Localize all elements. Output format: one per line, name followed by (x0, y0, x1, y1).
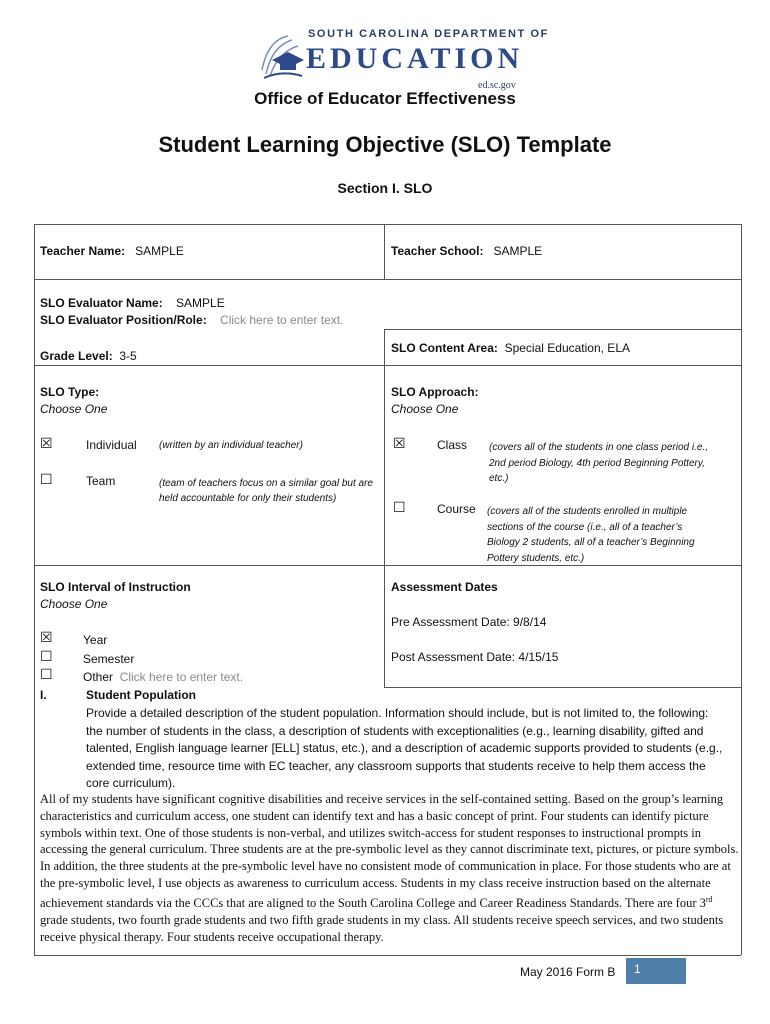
logo-url-text: ed.sc.gov (478, 80, 516, 91)
footer-form-text: May 2016 Form B (520, 965, 616, 979)
evaluator-name-label: SLO Evaluator Name: (40, 296, 163, 310)
post-assessment-date[interactable]: Post Assessment Date: 4/15/15 (391, 650, 559, 664)
evaluator-role-input[interactable]: Click here to enter text. (220, 313, 344, 327)
population-response[interactable] (40, 791, 742, 945)
course-checkbox[interactable]: ☐ (393, 500, 406, 516)
other-checkbox[interactable]: ☐ (40, 667, 53, 683)
semester-checkbox[interactable]: ☐ (40, 649, 53, 665)
other-label: Other (83, 670, 114, 684)
grade-level-label: Grade Level: (40, 349, 113, 363)
year-checkbox[interactable]: ☒ (40, 630, 53, 646)
team-checkbox[interactable]: ☐ (40, 472, 53, 488)
grade-level-value[interactable]: 3-5 (119, 349, 137, 363)
teacher-school-value[interactable]: SAMPLE (493, 244, 543, 258)
population-numeral: I. (40, 688, 47, 702)
teacher-name-field (40, 244, 184, 258)
slo-type-label: SLO Type: (40, 385, 100, 399)
other-input[interactable]: Click here to enter text. (119, 670, 244, 684)
page-title: Student Learning Objective (SLO) Template (158, 132, 612, 157)
team-note: (team of teachers focus on a similar goal but are held accountable for only their students) (159, 478, 373, 504)
teacher-school-label: Teacher School: (391, 244, 484, 258)
population-response-part1: All of my students have significant cognitive disabilities and receive services in the self-contained setting. Based on the group’s learning characteristics and curriculum access, one student can identify text and has a basic concept of print. Four students can identify picture symbols within text. One of those students is non-verbal, and utilizes switch-access for student responses to instructional prompts in accessing the general curriculum. Three students are at the pre-symbolic level as they cannot discriminate text, pictures, or picture symbols. In addition, the three students at the pre-symbolic level have no consistent mode of communication in place. For those students who are at the pre-symbolic level, I use objects as awareness to curriculum access. Students in my class receive instruction based on the alternate achievement standards via the CCCs that are aligned to the South Carolina College and Career Readiness Standards. There are four 3 (40, 792, 739, 910)
slo-approach-label: SLO Approach: (391, 385, 479, 399)
individual-checkbox[interactable]: ☒ (40, 436, 53, 452)
content-area-value[interactable]: Special Education, ELA (504, 341, 630, 355)
population-heading: Student Population (86, 688, 196, 702)
class-note: (covers all of the students in one class period i.e., 2nd period Biology, 4th period Beginning Pottery, etc.) (489, 442, 709, 484)
course-label: Course (437, 502, 476, 516)
evaluator-role-label: SLO Evaluator Position/Role: (40, 313, 207, 327)
year-label: Year (83, 633, 108, 647)
office-heading: Office of Educator Effectiveness (254, 89, 516, 108)
population-response-sup: rd (705, 894, 713, 904)
course-note: (covers all of the students enrolled in multiple sections of the course (i.e., all of a teacher’s Biology 2 students, all of a teacher’s Beginning Pottery students, etc.) (487, 506, 695, 564)
other-field (83, 670, 243, 684)
pre-assessment-date[interactable]: Pre Assessment Date: 9/8/14 (391, 615, 547, 629)
section-heading: Section I. SLO (337, 180, 433, 196)
logo-top-text: SOUTH CAROLINA DEPARTMENT OF (308, 28, 549, 40)
interval-hint: Choose One (40, 597, 108, 611)
team-label: Team (86, 474, 116, 488)
population-description: Provide a detailed description of the student population. Information should include, but is not limited to, the following: the number of students in the class, a description of students with exceptionalities (e.g., learning disability, gifted and talented, English language learner [ELL] status, etc.), and a description of academic supports provided to students (e.g., extended time, resource time with EC teacher, any classroom supports that students receive to help them access the core curriculum). (86, 706, 723, 790)
slo-approach-hint: Choose One (391, 402, 459, 416)
content-area-label: SLO Content Area: (391, 341, 498, 355)
evaluator-role-field (40, 313, 343, 327)
content-area-field (391, 341, 630, 355)
semester-label: Semester (83, 652, 135, 666)
assessment-dates-label: Assessment Dates (391, 580, 498, 594)
teacher-name-value[interactable]: SAMPLE (135, 244, 184, 258)
population-response-part2: grade students, two fourth grade students and two fifth grade students in my class. All students receive speech services, and two students receive physical therapy. Four students receive occupational therapy. (40, 912, 724, 944)
sc-education-logo-icon (258, 30, 306, 80)
class-checkbox[interactable]: ☒ (393, 436, 406, 452)
individual-label: Individual (86, 438, 137, 452)
evaluator-name-field (40, 296, 225, 310)
individual-note: (written by an individual teacher) (159, 440, 303, 451)
page-number: 1 (626, 958, 686, 984)
logo-main-text: EDUCATION (306, 42, 524, 75)
evaluator-name-value[interactable]: SAMPLE (176, 296, 225, 310)
grade-level-field (40, 349, 137, 363)
teacher-name-label: Teacher Name: (40, 244, 126, 258)
interval-label: SLO Interval of Instruction (40, 580, 191, 594)
slo-type-hint: Choose One (40, 402, 108, 416)
class-label: Class (437, 438, 468, 452)
teacher-school-field (391, 244, 542, 258)
